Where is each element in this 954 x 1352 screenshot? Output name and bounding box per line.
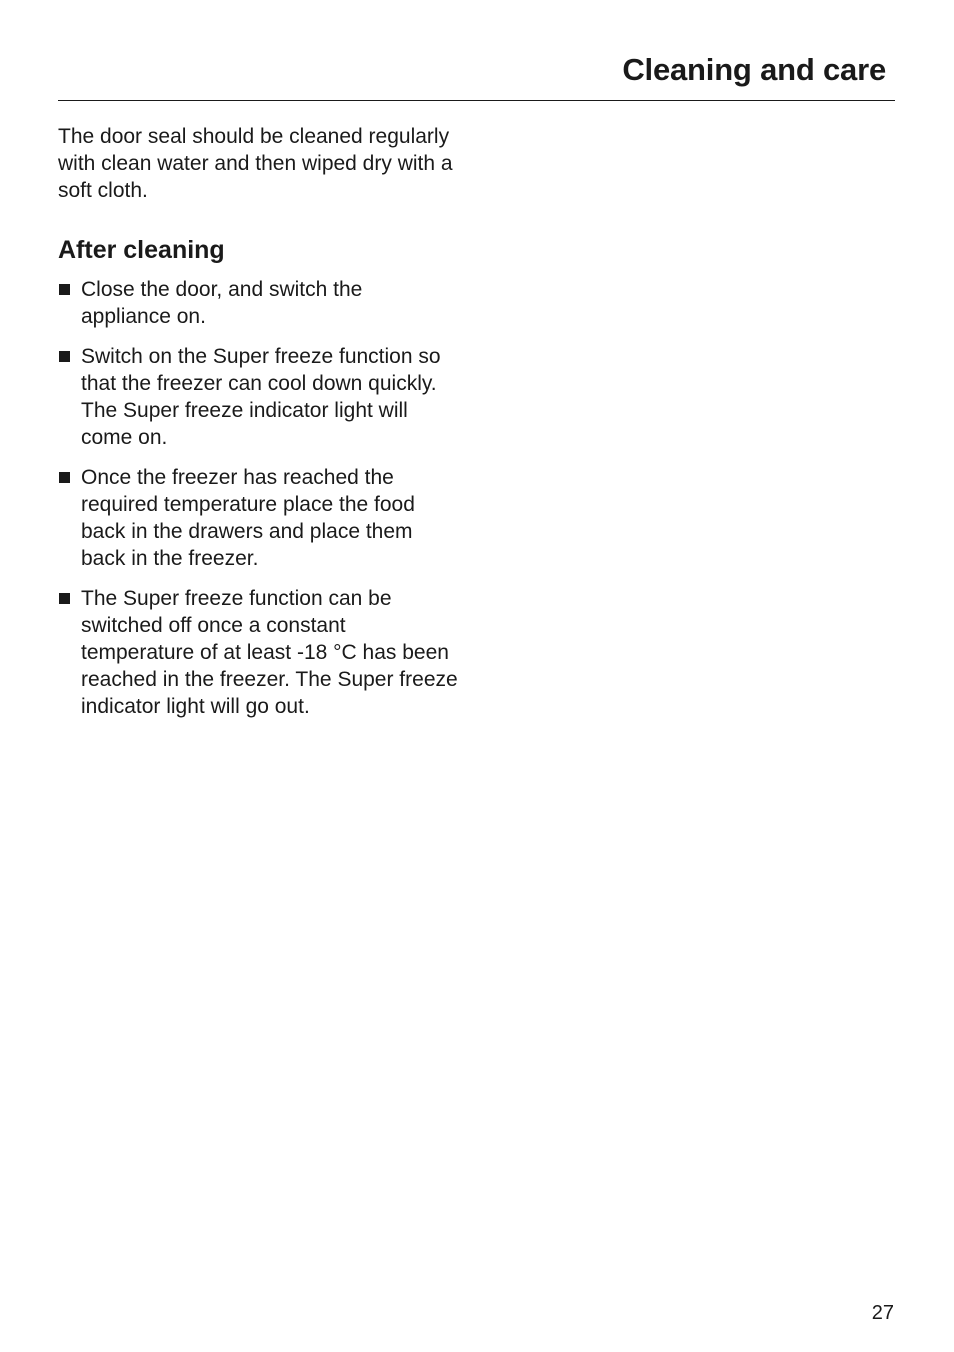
header-divider xyxy=(58,100,895,101)
square-bullet-icon xyxy=(59,472,70,483)
list-item xyxy=(58,585,458,720)
page-title: Cleaning and care xyxy=(622,52,886,87)
list-item-text: The Super freeze function can be switched off once a constant temperature of at least -18 °C has been reached in the freezer. The Super freeze indicator light will go out. xyxy=(81,587,458,718)
step-list xyxy=(58,276,458,720)
list-item-text: Close the door, and switch the appliance on. xyxy=(81,278,363,328)
list-item-text: Once the freezer has reached the required temperature place the food back in the drawers and place them back in the freezer. xyxy=(81,466,415,570)
square-bullet-icon xyxy=(59,351,70,362)
list-item xyxy=(58,276,458,330)
list-item-text: Switch on the Super freeze function so that the freezer can cool down quickly. The Super freeze indicator light will come on. xyxy=(81,345,441,449)
square-bullet-icon xyxy=(59,284,70,295)
list-item xyxy=(58,464,458,572)
intro-paragraph: The door seal should be cleaned regularly with clean water and then wiped dry with a soft cloth. xyxy=(58,125,453,202)
list-item xyxy=(58,343,458,451)
main-content xyxy=(58,123,458,733)
square-bullet-icon xyxy=(59,593,70,604)
section-heading: After cleaning xyxy=(58,236,225,264)
page-number: 27 xyxy=(871,1302,894,1324)
